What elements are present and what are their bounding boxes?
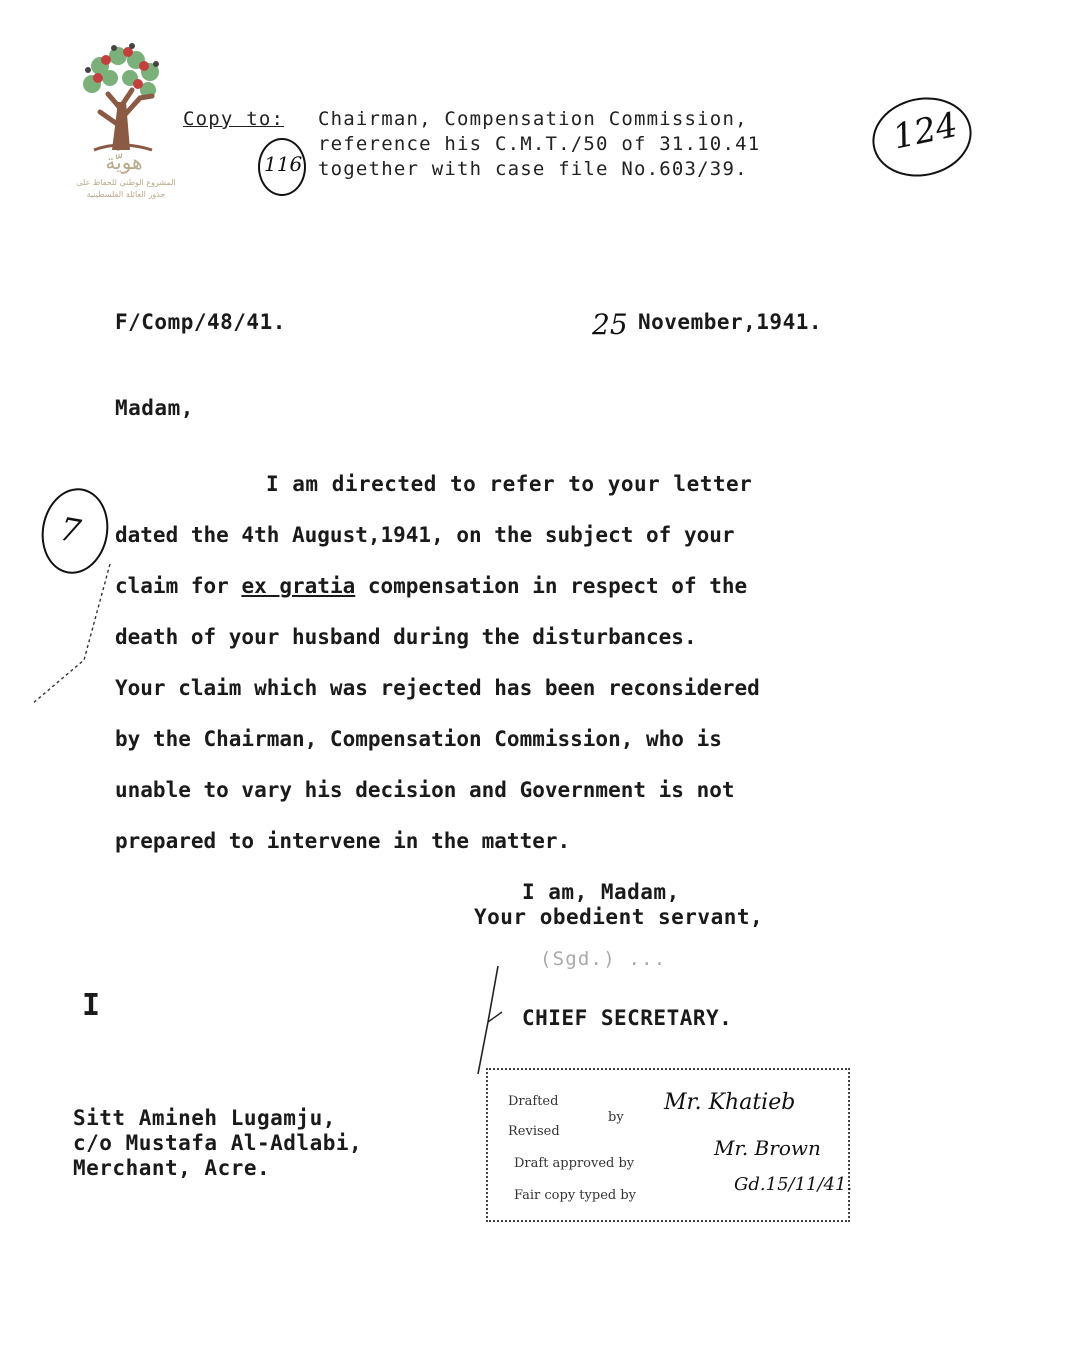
body-line-6: by the Chairman, Compensation Commission, who is (115, 727, 722, 751)
approved-by-signature: Mr. Brown (714, 1136, 821, 1160)
copy-to-line-2: reference his C.M.T./50 of 31.10.41 (318, 133, 761, 155)
folio-124-text: 124 (889, 104, 962, 158)
stamp-drafted: Drafted (508, 1094, 559, 1109)
addressee-line-2: c/o Mustafa Al-Adlabi, (73, 1131, 363, 1155)
signatory-title: CHIEF SECRETARY. (522, 1006, 733, 1030)
margin-mark: I (82, 988, 101, 1023)
closing-line-2: Your obedient servant, (474, 905, 764, 929)
logo-arabic-title: هويّة (105, 150, 143, 174)
closing-line-1: I am, Madam, (522, 880, 680, 904)
addressee-line-3: Merchant, Acre. (73, 1156, 271, 1180)
margin-pencil-line (24, 560, 124, 710)
stamp-fair-copy: Fair copy typed by (514, 1188, 637, 1203)
logo-arabic-subtitle: المشروع الوطني للحفاظ على (76, 178, 176, 187)
stamp-draft-approved: Draft approved by (514, 1156, 635, 1171)
signed-line: (Sgd.) ... (540, 948, 667, 970)
body-line-3-start: claim for (115, 574, 242, 598)
body-line-7: unable to vary his decision and Government is not (115, 778, 735, 802)
circled-folio-116 (258, 138, 306, 196)
typed-by-signature: Gd.15/11/41. (734, 1174, 853, 1195)
body-line-5: Your claim which was rejected has been reconsidered (115, 676, 760, 700)
heritage-logo (70, 38, 180, 218)
body-line-1: I am directed to refer to your letter (266, 472, 753, 496)
date-day-handwritten: 25 (592, 308, 628, 341)
tree-logo-icon (70, 38, 180, 168)
reference-number: F/Comp/48/41. (115, 310, 286, 334)
logo-arabic-subtitle-2: جذور العائلة الفلسطينية (86, 190, 166, 199)
addressee-line-1: Sitt Amineh Lugamju, (73, 1106, 336, 1130)
drafting-stamp (486, 1068, 853, 1222)
body-line-8: prepared to intervene in the matter. (115, 829, 571, 853)
copy-to-label: Copy to: (183, 108, 285, 130)
copy-to-line-1: Chairman, Compensation Commission, (318, 108, 748, 130)
body-line-3 (115, 574, 747, 598)
circled-folio-124 (865, 88, 979, 185)
body-line-3-end: compensation in respect of the (355, 574, 748, 598)
stamp-by: by (608, 1110, 624, 1125)
date-text: November,1941. (638, 310, 823, 334)
salutation: Madam, (115, 396, 194, 420)
ex-gratia-term: ex gratia (241, 574, 356, 598)
drafted-by-signature: Mr. Khatieb (664, 1090, 796, 1115)
signature-stroke (470, 962, 510, 1082)
body-line-2: dated the 4th August,1941, on the subject of your (115, 523, 735, 547)
stamp-revised: Revised (508, 1124, 560, 1139)
body-line-4: death of your husband during the disturbances. (115, 625, 697, 649)
folio-7-text: 7 (56, 509, 84, 551)
folio-116-text: 116 (264, 152, 303, 176)
copy-to-line-3: together with case file No.603/39. (318, 158, 748, 180)
